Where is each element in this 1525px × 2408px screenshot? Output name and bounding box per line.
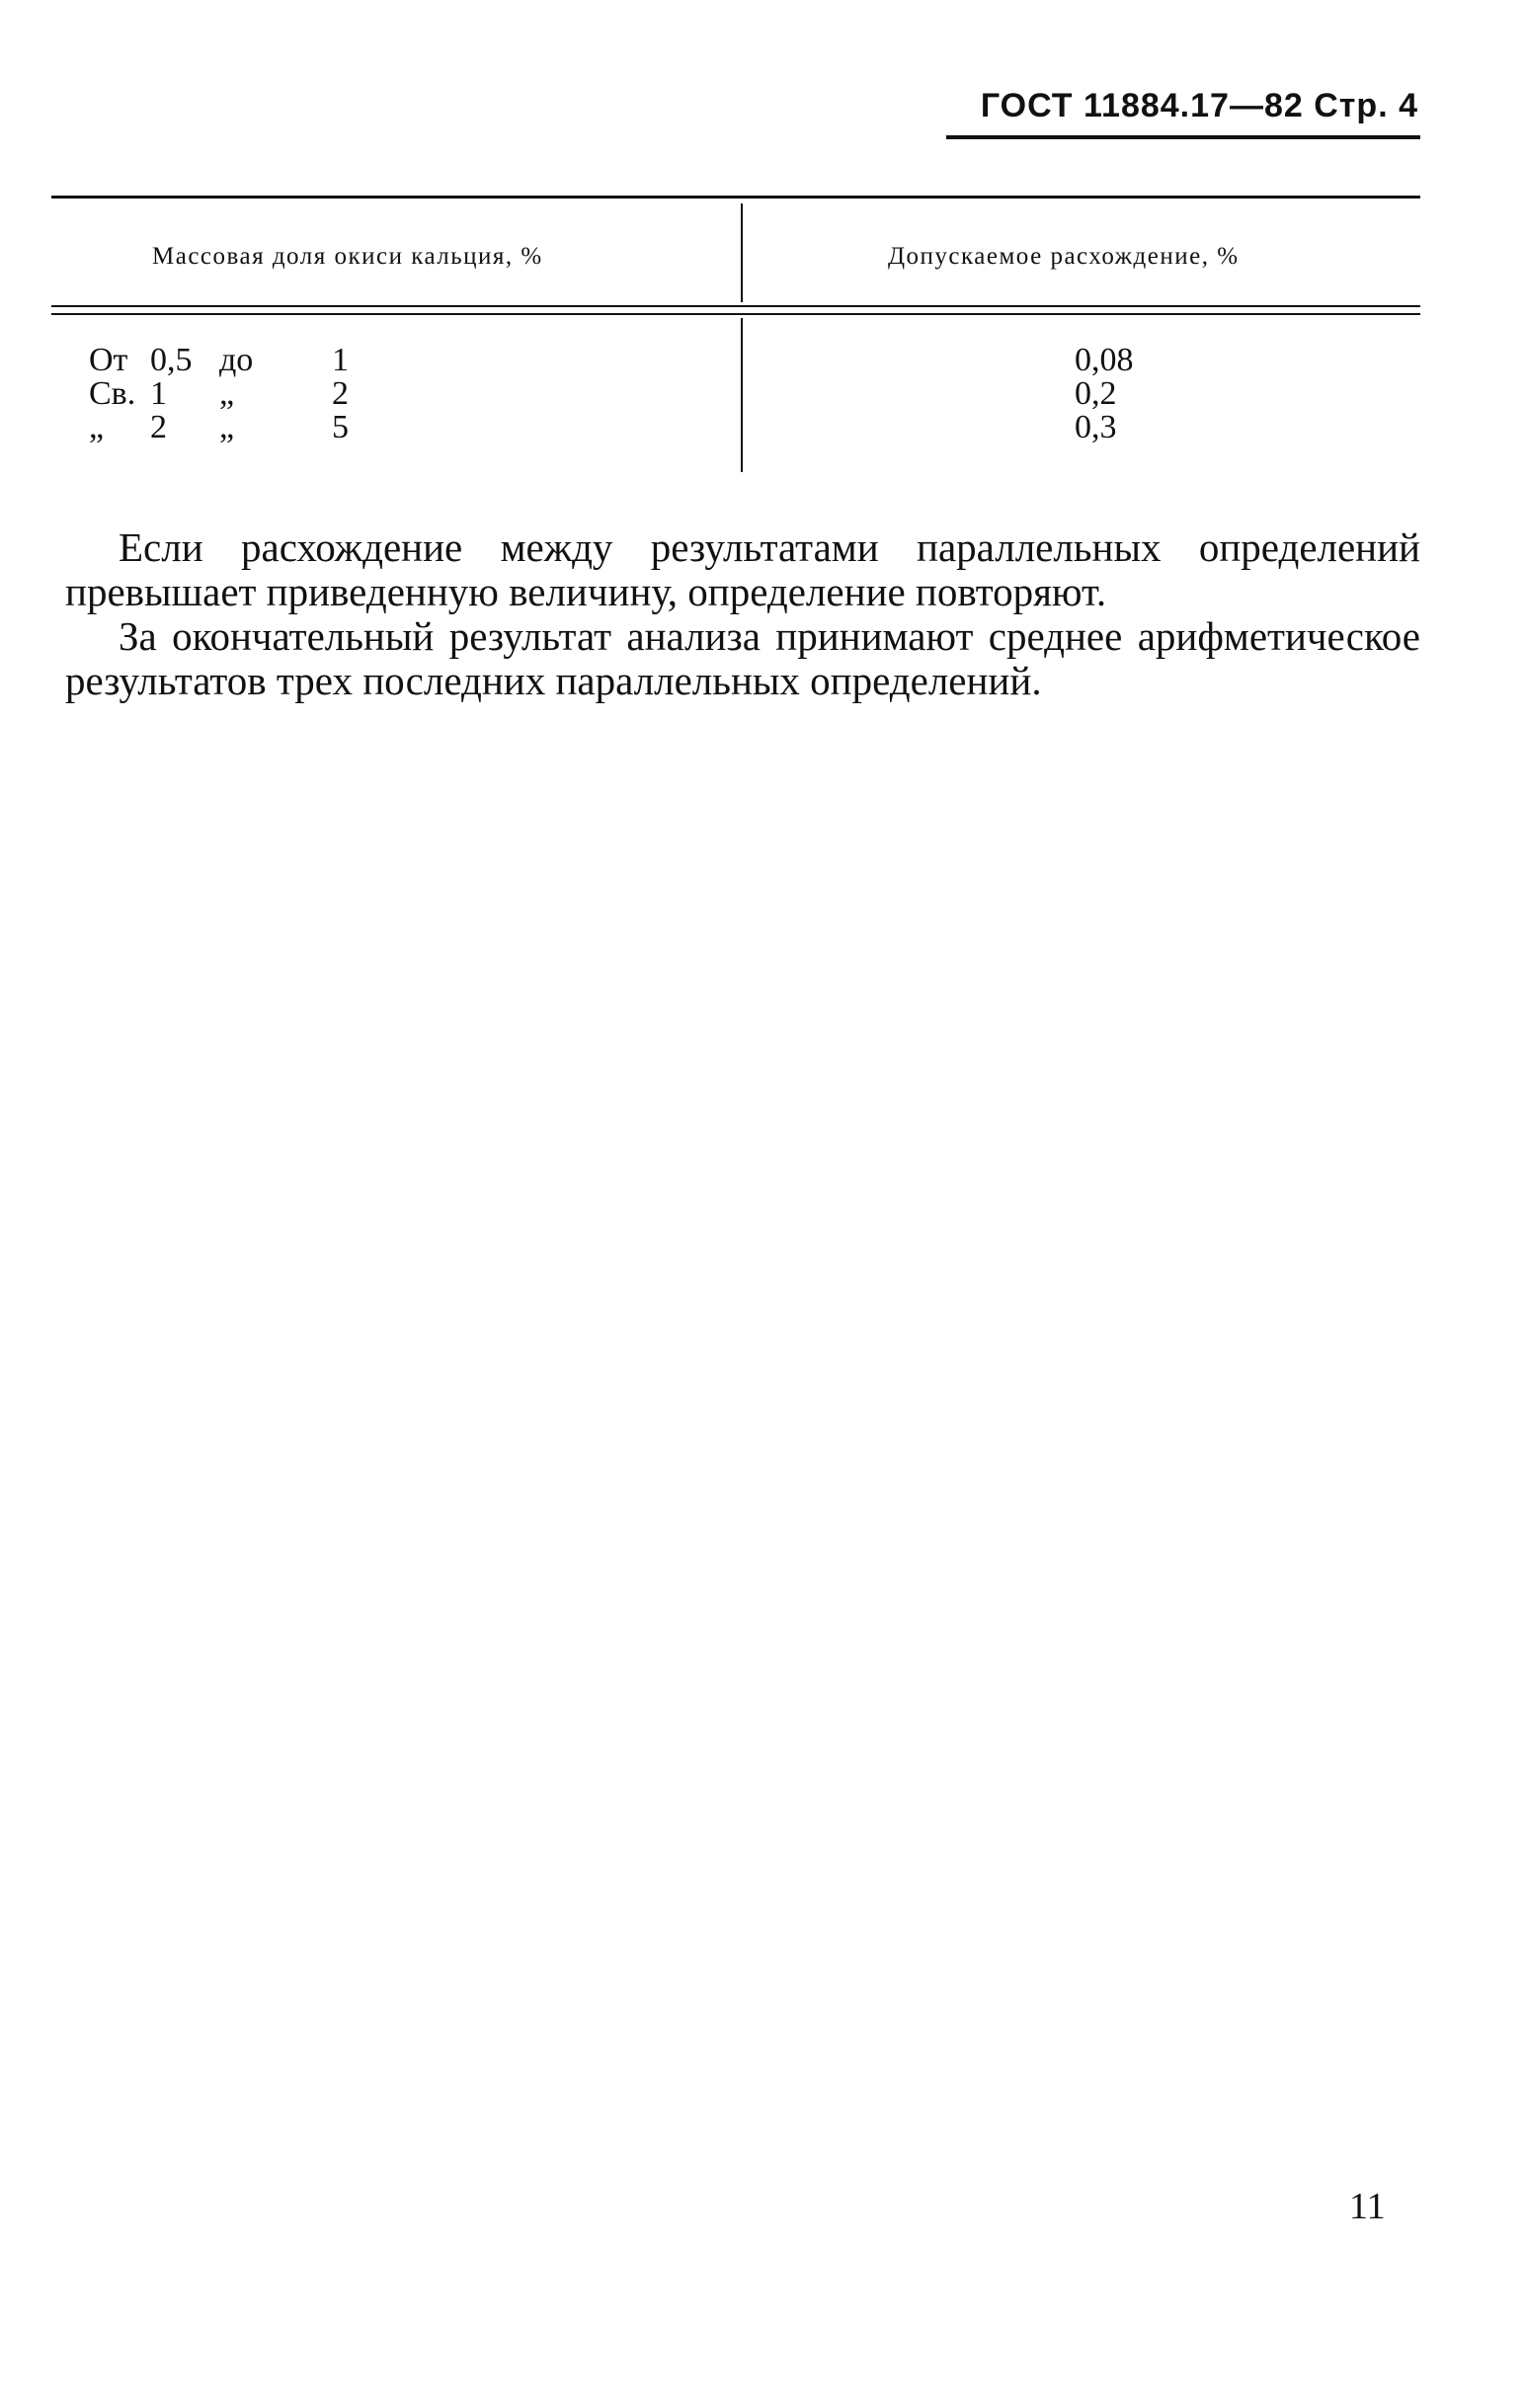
table-header-rule bbox=[51, 305, 1420, 307]
table-header-divider bbox=[741, 203, 743, 302]
table-row bbox=[89, 411, 349, 444]
column-header-mass-fraction: Массовая доля окиси кальция, % bbox=[152, 243, 543, 270]
range-from: 1 bbox=[150, 375, 167, 412]
range-to: 1 bbox=[332, 342, 349, 378]
table-body-divider bbox=[741, 318, 743, 472]
paragraph-final-result: За окончательный результат анализа принимают среднее арифметическое результатов трех последних параллельных определений. bbox=[65, 613, 1420, 703]
column-header-tolerance: Допускаемое расхождение, % bbox=[888, 243, 1240, 270]
page-label: Стр. 4 bbox=[1314, 87, 1418, 124]
paragraph-repeat-condition: Если расхождение между результатами параллельных определений превышает приведенную величину, определение повторяют. bbox=[65, 524, 1420, 614]
table-top-rule bbox=[51, 196, 1420, 199]
running-header bbox=[981, 87, 1418, 125]
range-cell bbox=[150, 344, 332, 377]
tolerance-table bbox=[51, 196, 1420, 482]
range-to-word: „ bbox=[219, 375, 235, 412]
header-rule bbox=[946, 135, 1420, 139]
range-from: 2 bbox=[150, 409, 167, 445]
tolerance-value: 0,08 bbox=[1075, 342, 1134, 378]
range-to: 2 bbox=[332, 375, 349, 412]
tolerance-column bbox=[1075, 344, 1134, 444]
range-from: 0,5 bbox=[150, 342, 193, 378]
range-to: 5 bbox=[332, 409, 349, 445]
tolerance-value: 0,3 bbox=[1075, 409, 1117, 445]
document-code: ГОСТ 11884.17—82 bbox=[980, 87, 1304, 124]
table-row bbox=[89, 377, 349, 411]
range-prefix: От bbox=[89, 342, 128, 378]
tolerance-value: 0,2 bbox=[1075, 375, 1117, 412]
range-prefix: „ bbox=[89, 409, 105, 445]
range-to-word: до bbox=[219, 342, 254, 378]
table-row bbox=[89, 344, 349, 377]
range-cell bbox=[150, 411, 332, 444]
range-to-word: „ bbox=[219, 409, 235, 445]
page-number: 11 bbox=[1349, 2186, 1386, 2227]
table-header-rule-double bbox=[51, 313, 1420, 315]
mass-fraction-column bbox=[89, 344, 349, 444]
range-prefix: Св. bbox=[89, 375, 136, 412]
range-cell bbox=[150, 377, 332, 411]
